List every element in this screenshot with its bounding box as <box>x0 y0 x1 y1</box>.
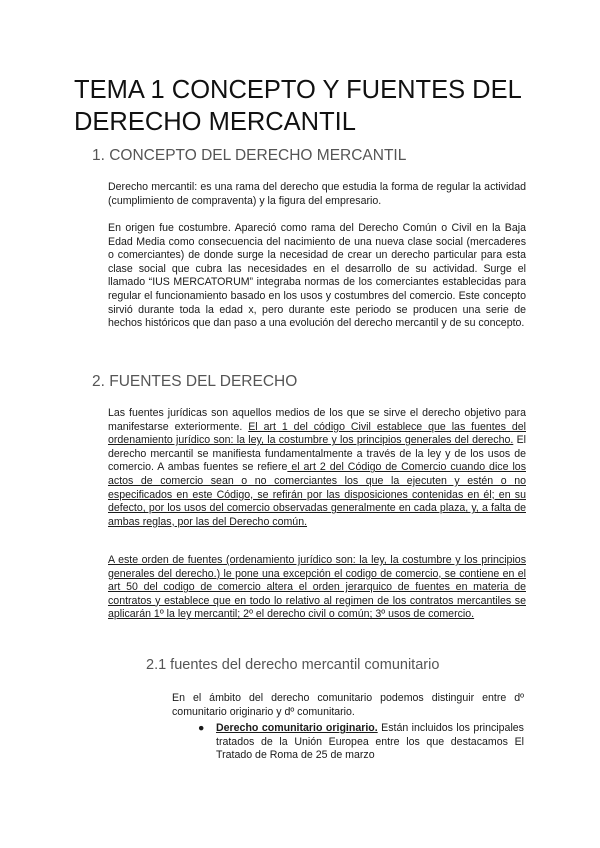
p1-underlined-art1: El art 1 del código Civil establece que las fuentes del ordenamiento jurídico son: la ley, la costumbre y los principios generales del derecho. <box>108 420 526 447</box>
bullet-dot-icon: ● <box>198 722 205 734</box>
section-2-paragraph-1 <box>108 407 526 529</box>
bullet-title: Derecho comunitario originario. <box>216 722 378 734</box>
section-1-paragraph-1: Derecho mercantil: es una rama del derecho que estudia la forma de regular la actividad (cumplimiento de compraventa) y la figura del empresario. <box>108 181 526 207</box>
section-2-paragraph-2: A este orden de fuentes (ordenamiento jurídico son: la ley, la costumbre y los principios generales del derecho.) le pone una excepción el codigo de comercio, se contiene en el art 50 del codigo de comercio altera el orden jerarquico de fuentes en materia de contratos y establece que en todo lo relativo al regimen de los contratos mercantiles se aplicarán 1º la ley mercantil; 2º el derecho civil o común; 3º usos de comercio. <box>108 554 526 621</box>
p1-underlined-art2: el art 2 del Código de Comercio cuando dice los actos de comercio sean o no comerciantes los que la ejecuten y estén o no especificados en este Código, se refirán por las disposiciones contenidas en él; en su defecto, por los usos del comercio observadas generalmente en cada plaza, y, a falta de ambas reglas, por las del Derecho común. <box>108 461 526 528</box>
document-title: TEMA 1 CONCEPTO Y FUENTES DEL DERECHO MERCANTIL <box>74 76 521 136</box>
section-1-heading: 1. CONCEPTO DEL DERECHO MERCANTIL <box>92 147 407 164</box>
section-2-1-bullet-list <box>194 722 524 763</box>
p1-plain-c: El derecho mercantil se manifiesta fundamentalmente a través de la ley y de los usos de comercio. A ambas fuentes se refiere <box>108 434 526 474</box>
section-2-1-heading: 2.1 fuentes del derecho mercantil comunitario <box>146 657 440 673</box>
p1-plain-a: Las fuentes jurídicas son aquellos medios de los que se sirve el derecho objetivo para manifestarse exteriormente. <box>108 407 526 433</box>
section-1-paragraph-2: En origen fue costumbre. Apareció como rama del Derecho Común o Civil en la Baja Edad Media como consecuencia del nacimiento de una nueva clase social (mercaderes o comerciantes) de donde surge la necesidad de crear un derecho particular para esta clase social que cubra las necesidades en el desarrollo de su actividad. Surge el llamado “IUS MERCATORUM” integraba normas de los comerciantes establecidas para regular el funcionamiento basado en los usos y costumbres del comercio. Este concepto sirvió durante toda la edad x, pero durante este periodo se producen una serie de hechos históricos que dan paso a una evolución del derecho mercantil y de su concepto. <box>108 222 526 330</box>
section-2-heading: 2. FUENTES DEL DERECHO <box>92 373 298 390</box>
section-2-1-paragraph-1: En el ámbito del derecho comunitario podemos distinguir entre dº comunitario originario y dº comunitario. <box>172 692 524 718</box>
bullet-text: Están incluidos los principales tratados de la Unión Europea entre los que destacamos El Tratado de Roma de 25 de marzo <box>216 722 524 762</box>
list-item <box>194 722 524 763</box>
